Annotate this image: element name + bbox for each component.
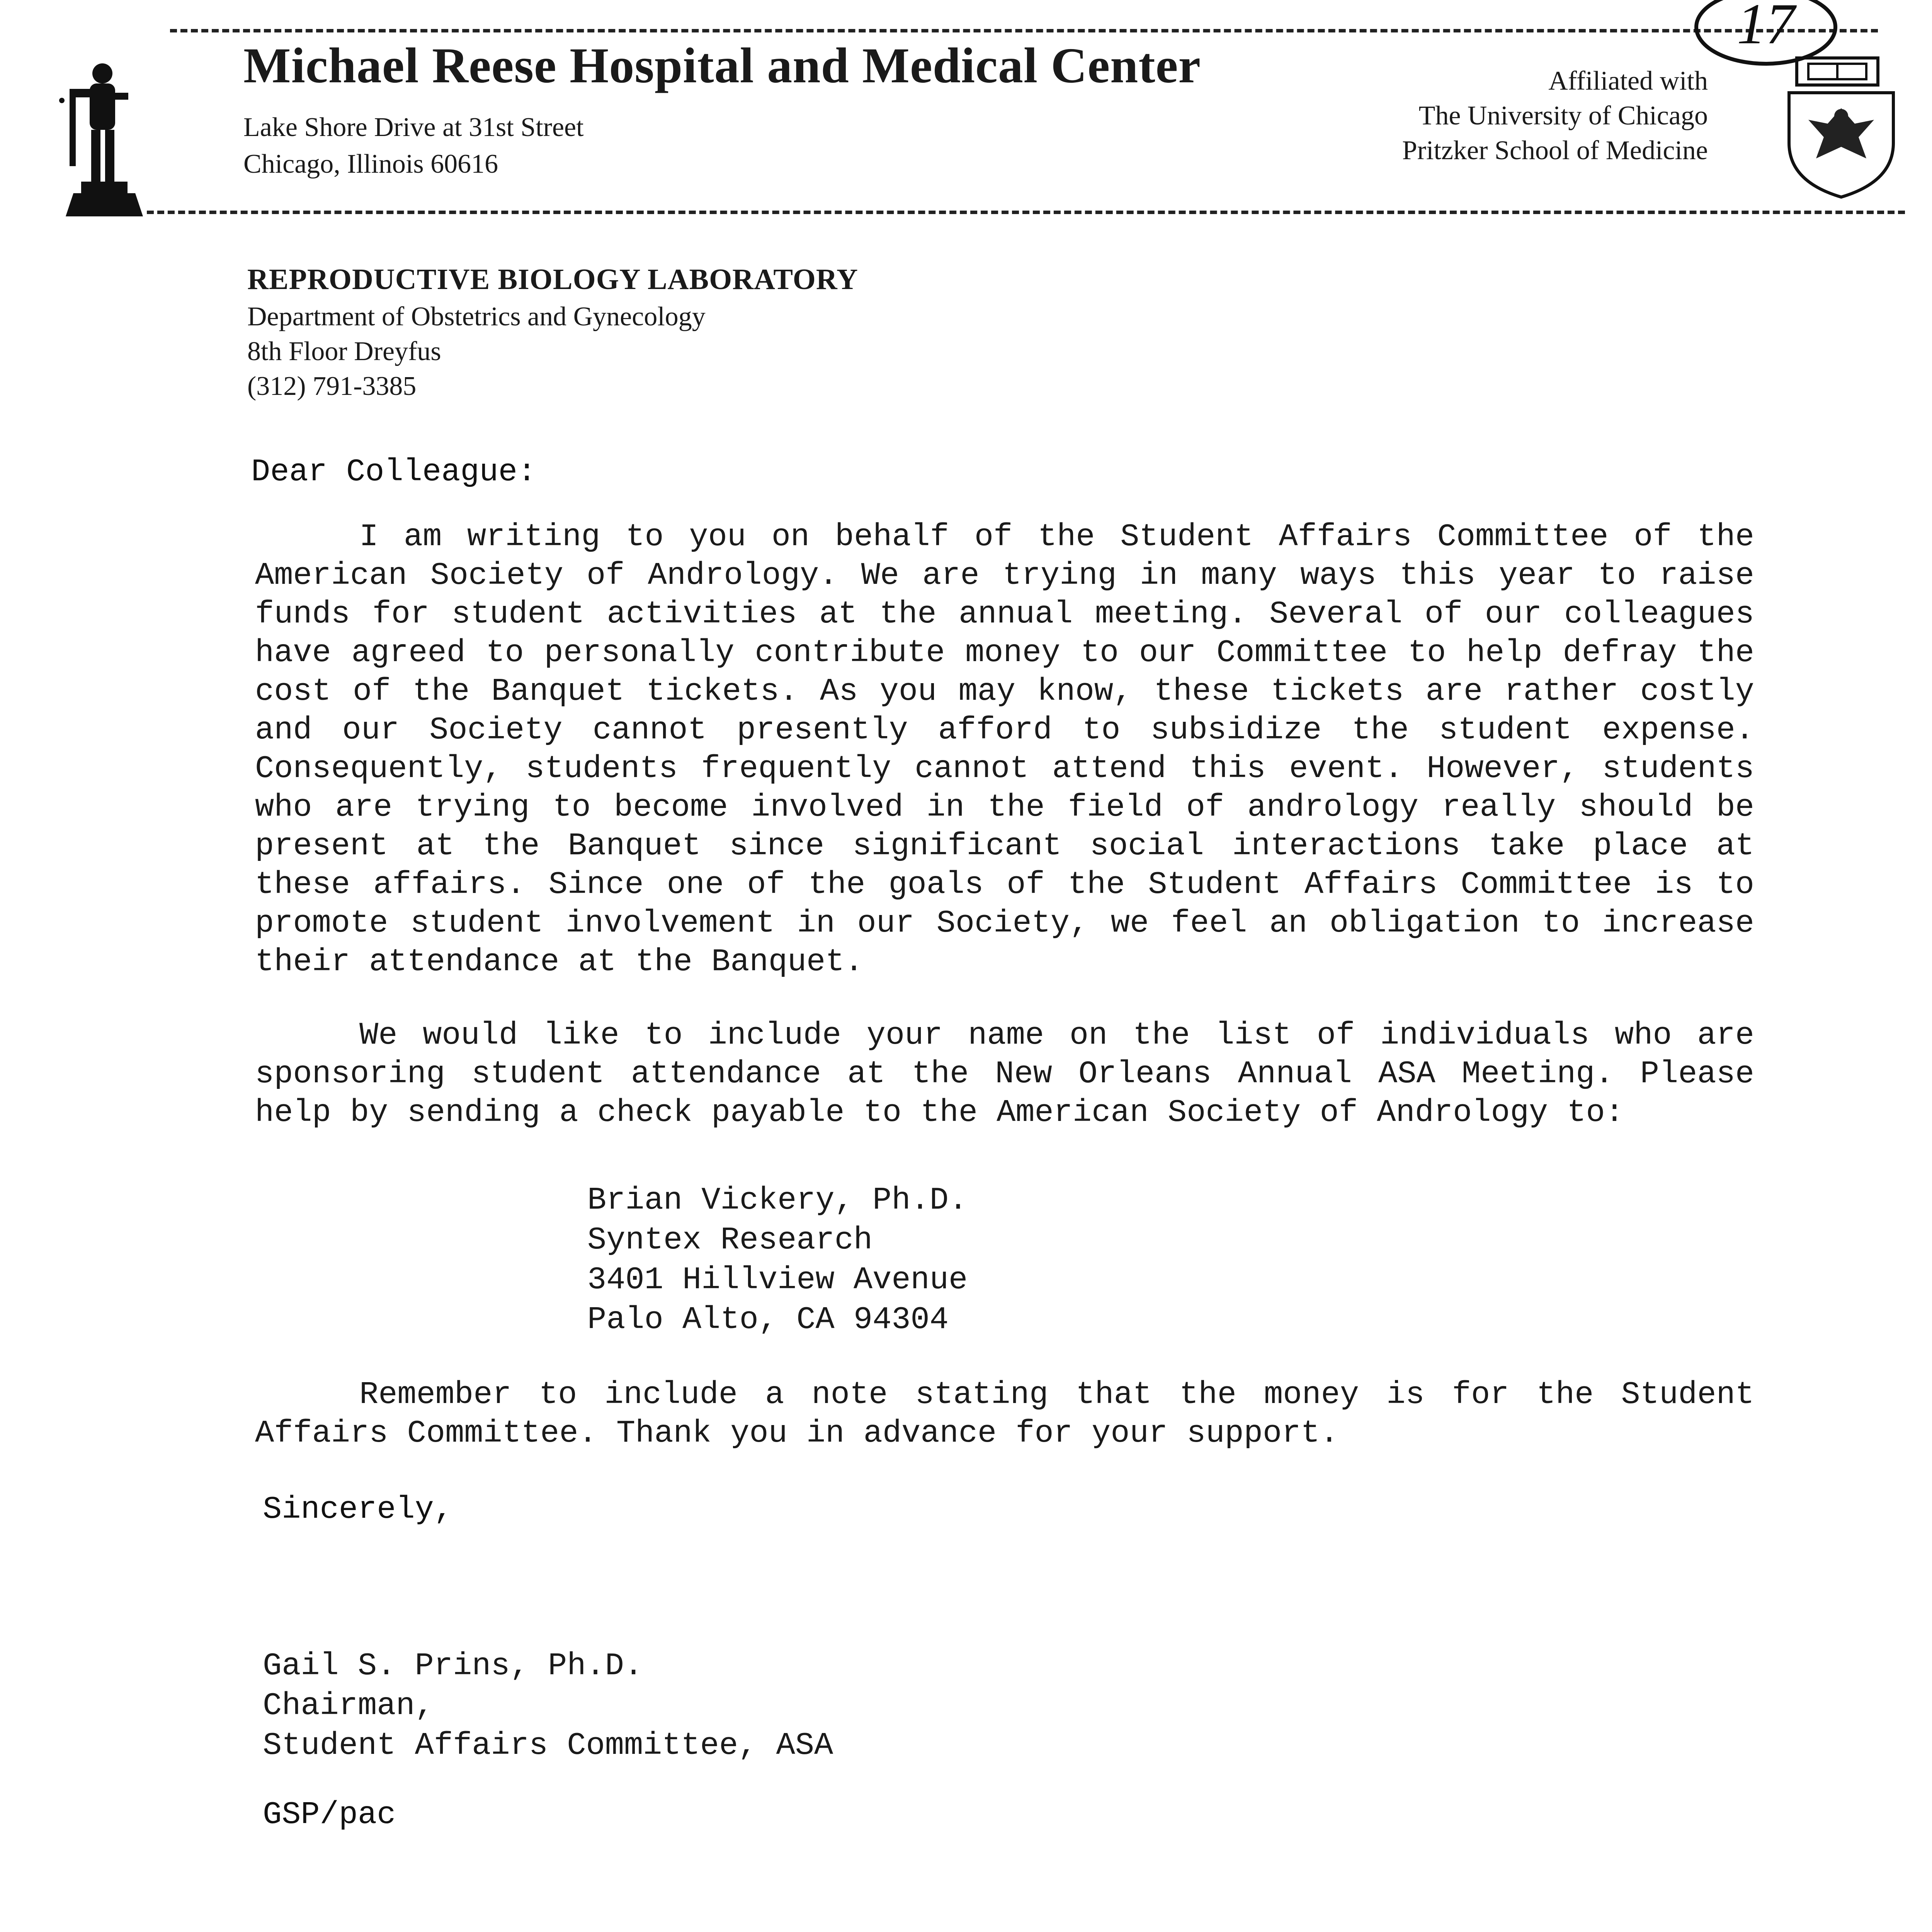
department-floor: 8th Floor Dreyfus <box>247 337 441 366</box>
body-paragraph-1: I am writing to you on behalf of the Student Affairs Committee of the American Society of Andrology. We are trying in many ways this year to raise funds for student activities at the annual meeting. Several of our colleagues have agreed to personally contribute money to our Committee to help defray the cost of the Banquet tickets. As you may know, these tickets are rather costly and our Society cannot presently afford to subsidize the student expense. Consequently, students frequently cannot attend this event. However, students who are trying to become involved in the field of andrology really should be present at the Banquet since significant social interactions take place at these affairs. Since one of the goals of the Student Affairs Committee is to promote student involvement in our Society, we feel an obligation to increase their attendance at the Banquet. <box>255 519 1754 980</box>
address-line-2: Chicago, Illinois 60616 <box>243 149 498 179</box>
body-paragraph-3: Remember to include a note stating that the money is for the Student Affairs Committee. Thank you in advance for your support. <box>255 1377 1754 1451</box>
hospital-name: Michael Reese Hospital and Medical Center <box>243 38 1201 94</box>
affiliation-line-1: Affiliated with <box>1548 66 1708 96</box>
department-name: Department of Obstetrics and Gynecology <box>247 302 706 332</box>
signer-committee: Student Affairs Committee, ASA <box>263 1728 833 1764</box>
top-rule <box>170 29 1878 32</box>
address-line-1: Lake Shore Drive at 31st Street <box>243 112 584 142</box>
remit-address-street: 3401 Hillview Avenue <box>587 1262 968 1298</box>
page-number-text: 17 <box>1737 0 1795 56</box>
lab-name: REPRODUCTIVE BIOLOGY LABORATORY <box>247 263 858 296</box>
remit-address-city: Palo Alto, CA 94304 <box>587 1302 949 1338</box>
department-phone: (312) 791-3385 <box>247 371 417 401</box>
remit-address-org: Syntex Research <box>587 1222 873 1258</box>
header-bottom-rule <box>147 211 1905 214</box>
typist-initials: GSP/pac <box>263 1797 396 1833</box>
salutation: Dear Colleague: <box>251 454 537 490</box>
signer-name: Gail S. Prins, Ph.D. <box>263 1648 643 1684</box>
body-paragraph-2: We would like to include your name on the list of individuals who are sponsoring student attendance at the New Orleans Annual ASA Meeting. Please help by sending a check payable to the American Society of Andrology to: <box>255 1017 1754 1131</box>
signer-title: Chairman, <box>263 1688 434 1724</box>
closing: Sincerely, <box>263 1492 453 1527</box>
university-seal-icon <box>1781 54 1901 201</box>
affiliation-line-2: The University of Chicago <box>1418 101 1708 131</box>
remit-address-name: Brian Vickery, Ph.D. <box>587 1182 968 1218</box>
hospital-logo-statue-icon <box>58 58 147 220</box>
affiliation-line-3: Pritzker School of Medicine <box>1402 136 1708 165</box>
